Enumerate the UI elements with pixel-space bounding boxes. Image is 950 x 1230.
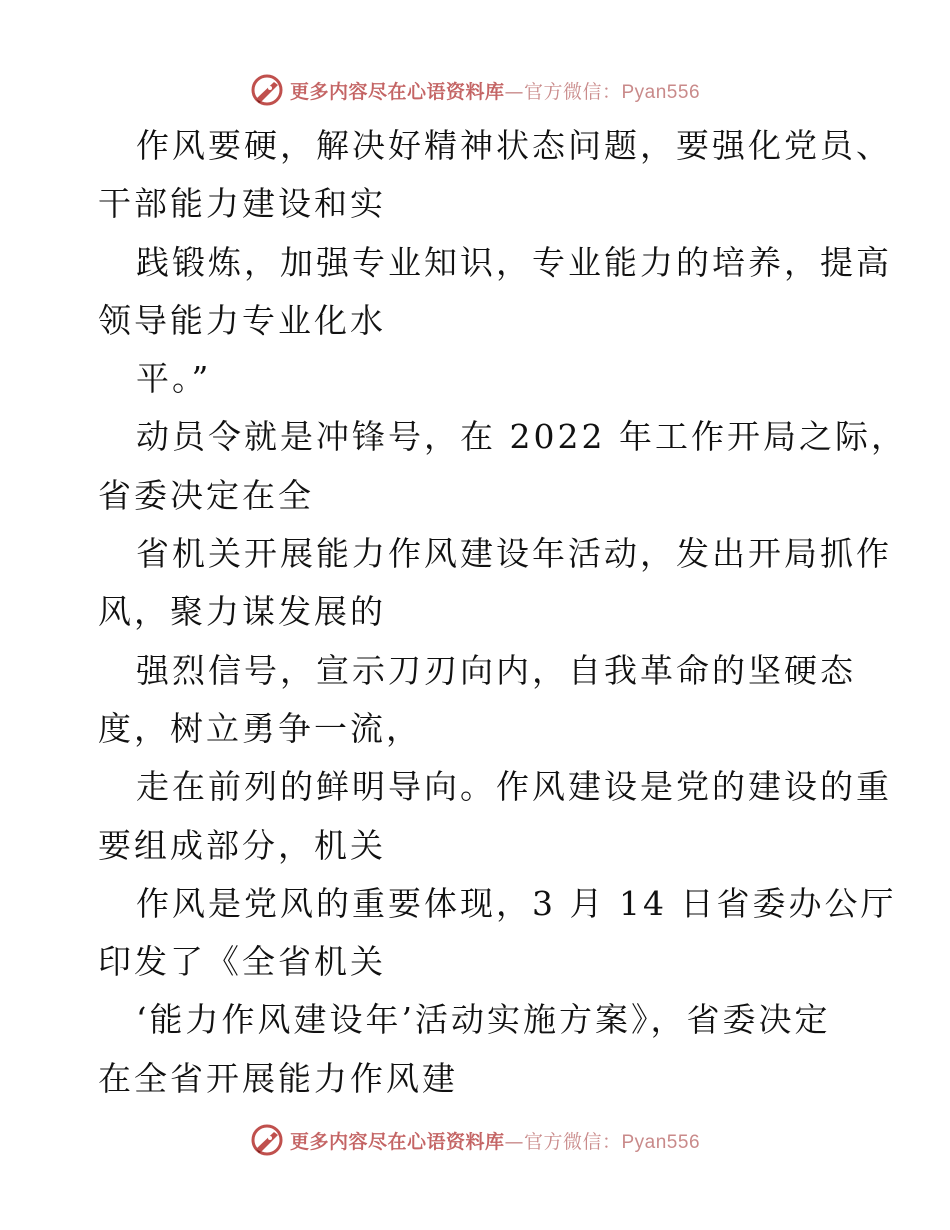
header-watermark-separator: — (504, 80, 524, 103)
text-line-16: ‘能力作风建设年’活动实施方案》，省委决定 (136, 1000, 831, 1040)
text-line-13: 要组成部分，机关 (98, 825, 386, 865)
footer-watermark-label: 官方微信： (523, 1130, 622, 1153)
text-line-10: 强烈信号，宣示刀刃向内，自我革命的坚硬态 (136, 650, 856, 690)
header-watermark-text (290, 77, 700, 104)
footer-watermark-id: Pyan556 (621, 1131, 701, 1153)
text-line-5: 平。” (136, 359, 212, 399)
text-line-8: 省机关开展能力作风建设年活动，发出开局抓作 (136, 534, 892, 574)
document-body (98, 117, 907, 1108)
header-watermark-banner (0, 70, 950, 110)
header-watermark-id: Pyan556 (621, 81, 701, 103)
text-line-6: 动员令就是冲锋号，在 2022 年工作开局之际， (136, 417, 907, 457)
text-line-17: 在全省开展能力作风建 (98, 1058, 458, 1098)
footer-watermark-main: 更多内容尽在心语资料库 (289, 1130, 505, 1153)
text-line-9: 风，聚力谋发展的 (98, 592, 386, 632)
footer-watermark-banner (0, 1120, 950, 1160)
text-line-4: 领导能力专业化水 (98, 300, 386, 340)
footer-watermark-separator: — (504, 1130, 524, 1153)
text-line-15: 印发了《全省机关 (98, 942, 386, 982)
text-line-11: 度，树立勇争一流， (98, 708, 422, 748)
text-line-12: 走在前列的鲜明导向。作风建设是党的建设的重 (136, 767, 892, 807)
header-watermark-main: 更多内容尽在心语资料库 (289, 80, 505, 103)
text-line-7: 省委决定在全 (98, 475, 314, 515)
pen-logo-icon (250, 73, 284, 107)
text-line-3: 践锻炼，加强专业知识，专业能力的培养，提高 (136, 242, 892, 282)
text-line-14: 作风是党风的重要体现，3 月 14 日省委办公厅 (136, 883, 897, 923)
header-watermark-label: 官方微信： (523, 80, 622, 103)
text-line-1: 作风要硬，解决好精神状态问题，要强化党员、 (136, 126, 892, 165)
pen-logo-icon (250, 1123, 284, 1157)
text-line-2: 干部能力建设和实 (98, 184, 386, 224)
footer-watermark-text (290, 1127, 700, 1154)
